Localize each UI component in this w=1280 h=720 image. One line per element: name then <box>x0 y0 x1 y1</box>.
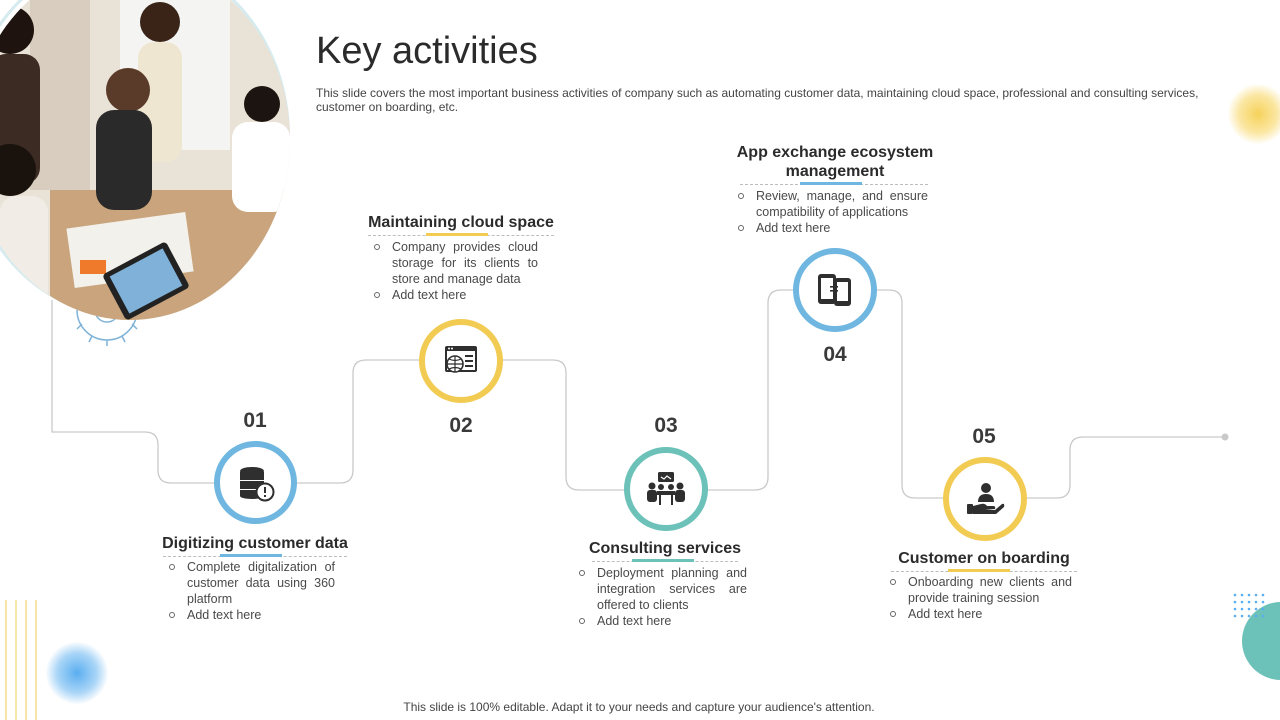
page-title: Key activities <box>316 30 538 72</box>
step-accent-01 <box>220 554 282 557</box>
step-circle-01 <box>214 441 297 524</box>
list-item: Complete digitalization of customer data using 360 platform <box>167 559 335 607</box>
step-circle-05 <box>943 457 1027 541</box>
page-subtitle: This slide covers the most important business activities of company such as automating customer data, maintaining cloud space, professional and consulting services, customer on boarding, etc. <box>316 86 1199 114</box>
step-accent-04 <box>800 182 862 185</box>
hand-user-icon <box>965 482 1005 516</box>
step-number-01: 01 <box>243 409 267 432</box>
list-item: Add text here <box>167 607 335 623</box>
step-points-03 <box>577 565 747 629</box>
step-number-05: 05 <box>972 425 996 448</box>
step-points-02 <box>372 239 538 303</box>
list-item: Add text here <box>736 220 928 236</box>
step-points-04 <box>736 188 928 236</box>
step-heading-04: App exchange ecosystem management <box>736 144 934 180</box>
list-item: Deployment planning and integration services are offered to clients <box>577 565 747 613</box>
step-circle-03 <box>624 447 708 531</box>
mobile-devices-icon <box>816 272 854 308</box>
list-item: Company provides cloud storage for its clients to store and manage data <box>372 239 538 287</box>
step-heading-01: Digitizing customer data <box>162 535 348 552</box>
step-accent-03 <box>632 559 694 562</box>
step-points-01 <box>167 559 335 623</box>
step-heading-02: Maintaining cloud space <box>368 214 554 231</box>
step-number-04: 04 <box>823 343 847 366</box>
step-heading-05: Customer on boarding <box>898 550 1070 567</box>
list-item: Review, manage, and ensure compatibility of applications <box>736 188 928 220</box>
database-alert-icon <box>236 463 276 503</box>
list-item: Onboarding new clients and provide training session <box>888 574 1072 606</box>
step-accent-02 <box>426 233 488 236</box>
step-circle-04 <box>793 248 877 332</box>
meeting-table-icon <box>645 472 687 506</box>
step-number-03: 03 <box>654 414 678 437</box>
footer-note: This slide is 100% editable. Adapt it to your needs and capture your audience's attention. <box>403 700 875 714</box>
step-accent-05 <box>948 569 1010 572</box>
list-item: Add text here <box>372 287 538 303</box>
step-points-05 <box>888 574 1072 622</box>
step-circle-02 <box>419 319 503 403</box>
list-item: Add text here <box>577 613 747 629</box>
step-heading-03: Consulting services <box>588 540 742 557</box>
cloud-web-browser-icon <box>441 344 481 378</box>
list-item: Add text here <box>888 606 1072 622</box>
step-number-02: 02 <box>449 414 473 437</box>
